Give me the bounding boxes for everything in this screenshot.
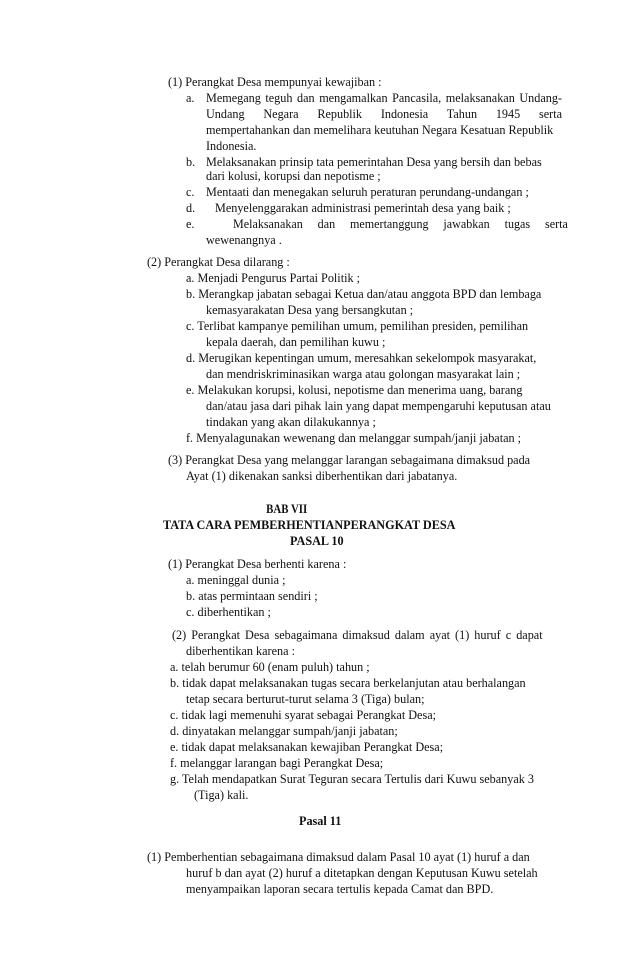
p1-a-line4: Indonesia. — [206, 139, 257, 153]
p2-b-line2: kemasyarakatan Desa yang bersangkutan ; — [206, 303, 414, 317]
pasal-10-title: PASAL 10 — [290, 534, 344, 548]
pasal11-line3: menyampaikan laporan secara tertulis kepada Camat dan BPD. — [186, 882, 494, 896]
p1-e-label: e. — [186, 217, 195, 231]
p1-c-label: c. — [186, 185, 195, 199]
pasal10-2-g-line2: (Tiga) kali. — [194, 788, 249, 802]
pasal10-2-d: d. dinyatakan melanggar sumpah/janji jabatan; — [170, 724, 398, 738]
p1-heading: (1) Perangkat Desa mempunyai kewajiban : — [168, 75, 382, 89]
pasal10-2-f: f. melanggar larangan bagi Perangkat Desa; — [170, 756, 384, 770]
p1-d-line1: Menyelenggarakan administrasi pemerintah desa yang baik ; — [215, 201, 511, 215]
pasal11-line1: (1) Pemberhentian sebagaimana dimaksud dalam Pasal 10 ayat (1) huruf a dan — [147, 850, 530, 864]
p2-c-line2: kepala daerah, dan pemilihan kuwu ; — [206, 335, 386, 349]
pasal10-2-b-line1: b. tidak dapat melaksanakan tugas secara berkelanjutan atau berhalangan — [170, 676, 526, 690]
pasal10-2-a: a. telah berumur 60 (enam puluh) tahun ; — [170, 660, 370, 674]
pasal10-1-c: c. diberhentikan ; — [186, 605, 271, 619]
p1-a-line2: Undang Negara Republik Indonesia Tahun 1945 serta — [206, 107, 562, 121]
bab-title: BAB VII — [266, 502, 308, 516]
p2-e-line1: e. Melakukan korupsi, kolusi, nepotisme dan menerima uang, barang — [186, 383, 523, 397]
bab-subtitle: TATA CARA PEMBERHENTIANPERANGKAT DESA — [163, 518, 456, 532]
pasal10-2-b-line2: tetap secara berturut-turut selama 3 (Tiga) bulan; — [186, 692, 425, 706]
p2-b-line1: b. Merangkap jabatan sebagai Ketua dan/atau anggota BPD dan lembaga — [186, 287, 542, 301]
p1-c-line1: Mentaati dan menegakan seluruh peraturan perundang-undangan ; — [206, 185, 529, 199]
pasal11-line2: huruf b dan ayat (2) huruf a ditetapkan dengan Keputusan Kuwu setelah — [186, 866, 538, 880]
p3-line2: Ayat (1) dikenakan sanksi diberhentikan dari jabatanya. — [186, 469, 458, 483]
p1-e-line1: Melaksanakan dan memertanggung jawabkan tugas serta — [233, 217, 568, 231]
p1-d-label: d. — [186, 201, 196, 215]
p2-d-line1: d. Merugikan kepentingan umum, meresahkan sekelompok masyarakat, — [186, 351, 537, 365]
p1-a-line3: mempertahankan dan memelihara keutuhan Negara Kesatuan Republik — [206, 123, 554, 137]
p2-f: f. Menyalagunakan wewenang dan melanggar sumpah/janji jabatan ; — [186, 431, 522, 445]
p1-b-line2: dari kolusi, korupsi dan nepotisme ; — [206, 169, 381, 183]
p1-b-label: b. — [186, 155, 196, 169]
p2-d-line2: dan mendriskriminasikan warga atau golongan masyarakat lain ; — [206, 367, 521, 381]
p2-e-line2: dan/atau jasa dari pihak lain yang dapat mempengaruhi keputusan atau — [206, 399, 551, 413]
p2-a: a. Menjadi Pengurus Partai Politik ; — [186, 271, 360, 285]
pasal10-1-heading: (1) Perangkat Desa berhenti karena : — [168, 557, 347, 571]
pasal10-2-e: e. tidak dapat melaksanakan kewajiban Perangkat Desa; — [170, 740, 444, 754]
pasal10-2-g-line1: g. Telah mendapatkan Surat Teguran secara Tertulis dari Kuwu sebanyak 3 — [170, 772, 534, 786]
pasal10-2-heading-line2: diberhentikan karena : — [186, 644, 295, 658]
p2-e-line3: tindakan yang akan dilakukannya ; — [206, 415, 376, 429]
p1-e-line2: wewenangnya . — [206, 233, 282, 247]
pasal10-2-c: c. tidak lagi memenuhi syarat sebagai Perangkat Desa; — [170, 708, 437, 722]
p1-a-label: a. — [186, 91, 195, 105]
p3-line1: (3) Perangkat Desa yang melanggar larangan sebagaimana dimaksud pada — [168, 453, 531, 467]
pasal-11-title: Pasal 11 — [299, 814, 342, 828]
pasal10-2-heading-line1: (2) Perangkat Desa sebagaimana dimaksud dalam ayat (1) huruf c dapat — [172, 628, 543, 642]
p2-c-line1: c. Terlibat kampanye pemilihan umum, pemilihan presiden, pemilihan — [186, 319, 529, 333]
p1-b-line1: Melaksanakan prinsip tata pemerintahan Desa yang bersih dan bebas — [206, 155, 542, 169]
p2-heading: (2) Perangkat Desa dilarang : — [147, 255, 290, 269]
pasal10-1-a: a. meninggal dunia ; — [186, 573, 286, 587]
pasal10-1-b: b. atas permintaan sendiri ; — [186, 589, 318, 603]
p1-a-line1: Memegang teguh dan mengamalkan Pancasila, melaksanakan Undang- — [206, 91, 562, 105]
